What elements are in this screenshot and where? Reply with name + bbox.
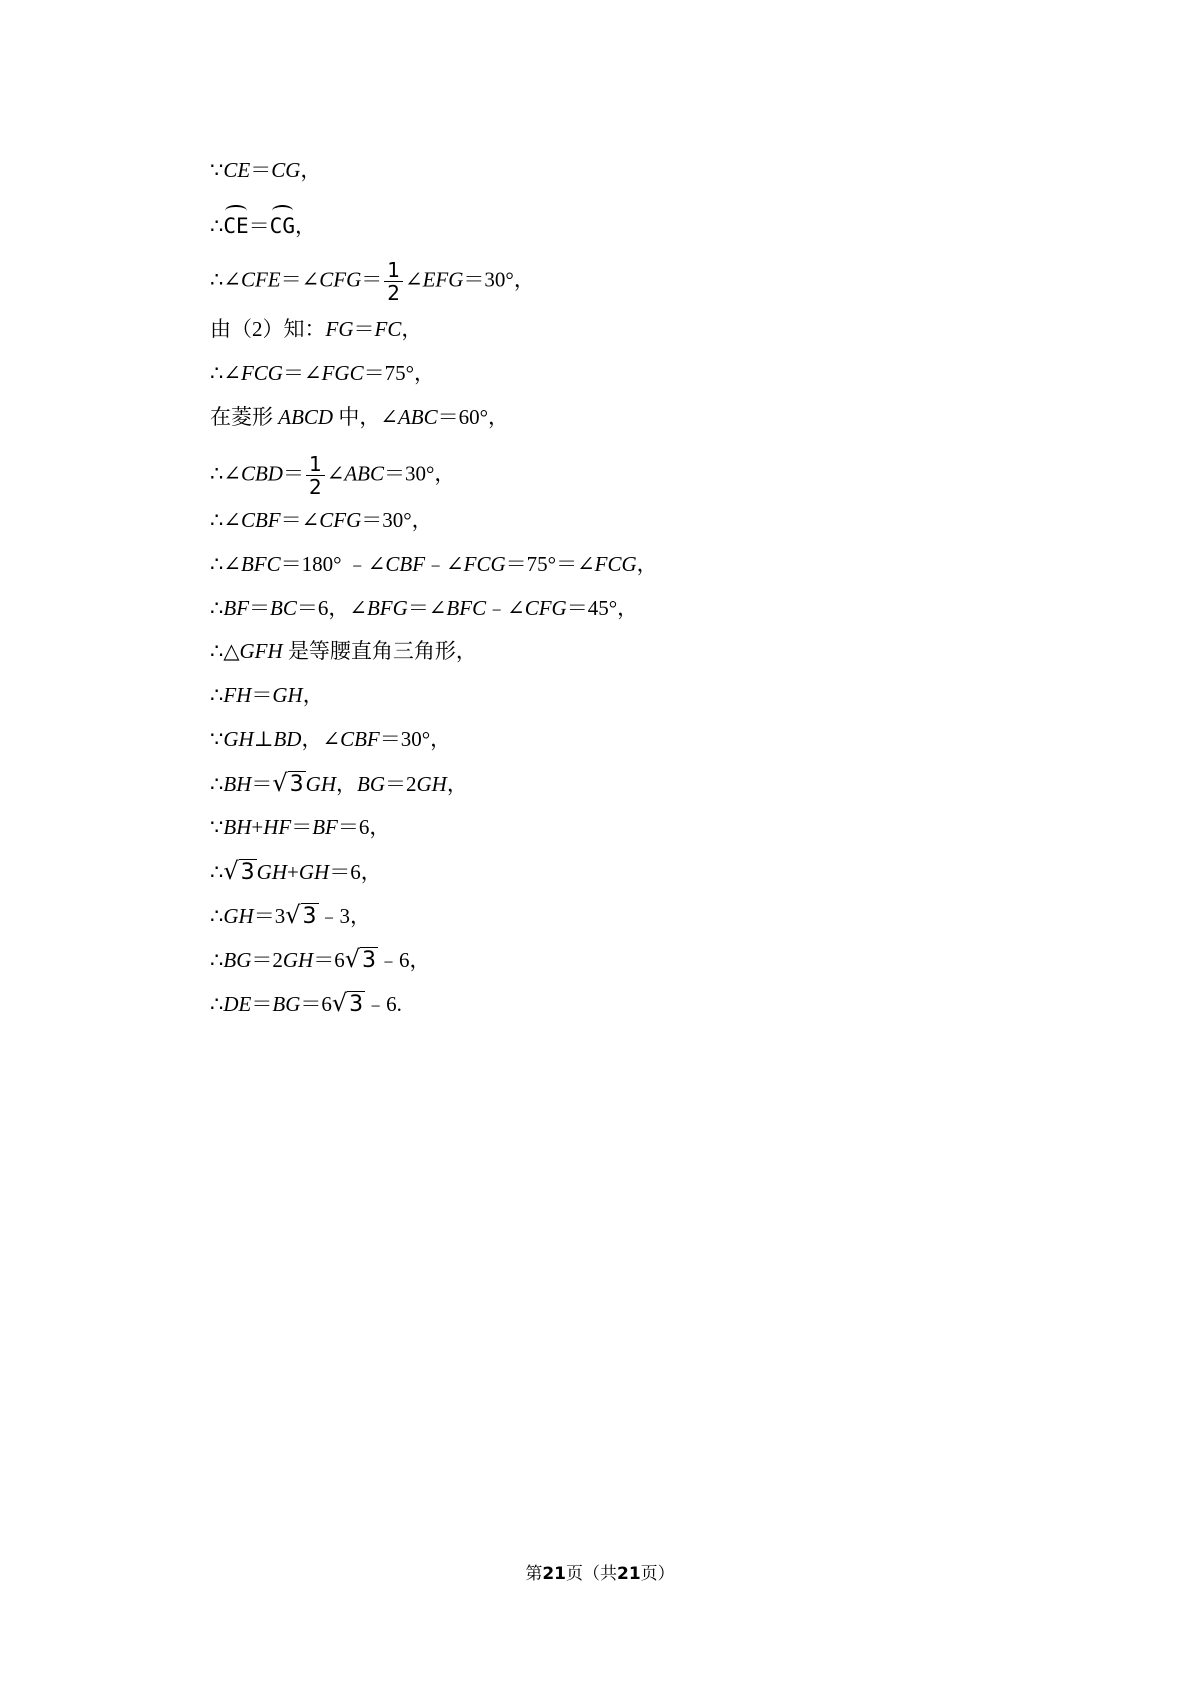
fraction-one-half — [384, 259, 403, 304]
math-var: BD — [273, 727, 302, 751]
proof-line-2 — [210, 205, 316, 241]
radicand: 3 — [362, 948, 377, 973]
sqrt-3 — [272, 768, 305, 800]
math-op: ＝ — [353, 317, 375, 341]
math-op: ＝∠ — [407, 596, 447, 620]
proof-line-14 — [210, 768, 468, 800]
math-var: GH — [223, 904, 254, 928]
math-var: ABC — [397, 405, 438, 429]
therefore-symbol: ∴ — [210, 214, 224, 238]
math-op: ， — [401, 317, 423, 341]
math-text: 由（2）知： — [210, 317, 326, 341]
fraction-denominator: 2 — [387, 281, 400, 305]
proof-line-5 — [210, 358, 435, 388]
radicand: 3 — [240, 860, 255, 885]
math-op: ∴∠ — [210, 461, 241, 486]
math-op: ＝3 — [253, 904, 286, 928]
math-op: ∴∠ — [210, 267, 241, 292]
math-op: ∴∠ — [210, 552, 241, 576]
math-var: CBF — [385, 552, 426, 576]
radicand: 3 — [349, 992, 364, 1017]
math-var: GH — [416, 772, 447, 796]
proof-line-7 — [210, 453, 455, 498]
math-op: + — [251, 815, 264, 839]
math-op: ∴ — [210, 992, 224, 1016]
footer-text: 页（共 — [566, 1564, 617, 1584]
math-op: ∴∠ — [210, 361, 241, 385]
math-op: ＝∠ — [282, 361, 322, 385]
math-var: CFG — [319, 508, 362, 532]
math-op: ＝ — [251, 683, 273, 707]
math-var: CG — [271, 158, 301, 182]
math-var: FH — [223, 683, 252, 707]
math-var: BH — [223, 815, 252, 839]
math-var: BFC — [446, 596, 487, 620]
proof-line-8 — [210, 505, 433, 535]
math-var: CBD — [240, 461, 283, 486]
math-var: FCG — [463, 552, 506, 576]
fraction-numerator: 1 — [384, 259, 403, 282]
page-footer — [0, 1559, 1200, 1584]
total-pages: 21 — [617, 1564, 641, 1584]
math-text: 中，∠ — [333, 405, 398, 429]
math-op: ，∠ — [301, 727, 341, 751]
math-op: ＝ — [248, 214, 270, 238]
math-op: ﹣6. — [365, 992, 402, 1016]
proof-line-1 — [210, 155, 321, 185]
math-var: CFG — [524, 596, 567, 620]
radicand: 3 — [302, 904, 317, 929]
radical-sign: √ — [344, 945, 361, 973]
math-op: ＝ — [251, 992, 273, 1016]
arc-ce: CE — [223, 205, 248, 241]
math-op: ＝ — [282, 461, 304, 486]
math-op: ， — [300, 158, 322, 182]
math-var: BC — [270, 596, 297, 620]
sqrt-3 — [285, 900, 318, 932]
proof-line-9 — [210, 549, 658, 579]
math-op: ＝30°， — [361, 508, 433, 532]
math-var: ABCD — [278, 405, 334, 429]
math-var: FGC — [321, 361, 364, 385]
math-var: CE — [223, 158, 251, 182]
math-op: ＝60°， — [437, 405, 510, 429]
math-var: CFG — [319, 267, 362, 292]
math-op: ＝2 — [385, 772, 417, 796]
math-op: ∴ — [210, 948, 224, 972]
math-op: ∴ — [210, 596, 224, 620]
math-op: ＝∠ — [280, 267, 320, 292]
math-var: FG — [325, 317, 354, 341]
math-op: ∴ — [210, 904, 224, 928]
because-symbol: ∵ — [210, 815, 224, 839]
math-var: FCG — [594, 552, 637, 576]
math-var: GH — [272, 683, 303, 707]
because-symbol: ∵ — [210, 158, 224, 182]
math-op: ＝ — [249, 596, 271, 620]
perpendicular-symbol: ⊥ — [253, 727, 274, 751]
radical-sign: √ — [285, 901, 301, 929]
proof-line-18 — [210, 944, 431, 976]
sqrt-3 — [345, 944, 378, 976]
math-text: 在菱形 — [210, 405, 279, 429]
radical-sign: √ — [272, 769, 288, 797]
math-op: ＝6 — [313, 948, 345, 972]
math-op: ∴△ — [210, 639, 240, 663]
math-op: ＝6，∠ — [296, 596, 367, 620]
math-op: ∴ — [210, 860, 224, 884]
math-op: ﹣∠ — [486, 596, 525, 620]
math-var: CBF — [240, 508, 281, 532]
page-number: 21 — [542, 1564, 566, 1584]
fraction-denominator: 2 — [308, 475, 322, 499]
math-var: GH — [256, 860, 288, 884]
math-var: BG — [357, 772, 386, 796]
math-op: ﹣3， — [318, 904, 372, 928]
proof-line-6 — [210, 402, 509, 432]
math-var: FCG — [240, 361, 283, 385]
sqrt-3 — [223, 856, 256, 888]
proof-line-16 — [210, 856, 382, 888]
math-var: EFG — [422, 267, 464, 292]
fraction-numerator: 1 — [306, 453, 325, 476]
proof-line-12 — [210, 680, 324, 710]
proof-line-11 — [210, 636, 477, 666]
math-op: ＝30°， — [379, 727, 452, 751]
math-op: ＝75°＝∠ — [505, 552, 595, 576]
math-op: ＝∠ — [280, 508, 320, 532]
footer-text: 第 — [525, 1564, 543, 1584]
math-op: ＝2 — [251, 948, 283, 972]
math-var: BF — [312, 815, 338, 839]
proof-line-15 — [210, 812, 390, 842]
math-var: CBF — [340, 727, 380, 751]
math-var: ABC — [344, 461, 384, 486]
arc-cg: CG — [270, 205, 295, 241]
radicand: 3 — [289, 772, 304, 797]
math-text: 是等腰直角三角形， — [282, 639, 477, 663]
math-op: ＝ — [250, 158, 272, 182]
math-op: ＝ — [361, 267, 383, 292]
math-op: ， — [302, 683, 324, 707]
proof-line-17 — [210, 900, 371, 932]
sqrt-3 — [332, 988, 365, 1020]
math-var: FC — [374, 317, 402, 341]
math-var: BF — [223, 596, 250, 620]
math-op: ＝45°， — [566, 596, 639, 620]
math-op: ＝75°， — [363, 361, 435, 385]
math-op: ∠ — [404, 267, 423, 292]
math-op: ， — [636, 552, 658, 576]
math-op: ﹣∠ — [425, 552, 464, 576]
math-var: GH — [282, 948, 314, 972]
math-var: HF — [263, 815, 292, 839]
math-var: BFG — [366, 596, 408, 620]
proof-line-13 — [210, 724, 451, 754]
math-op: ∴∠ — [210, 508, 241, 532]
proof-line-19 — [210, 988, 402, 1020]
math-op: ∴ — [210, 683, 224, 707]
radical-sign: √ — [223, 857, 239, 885]
math-var: BG — [272, 992, 301, 1016]
math-op: ， — [294, 214, 316, 238]
math-var: GH — [223, 727, 254, 751]
math-op: ∠ — [326, 461, 345, 486]
math-var: GFH — [239, 639, 283, 663]
proof-line-10 — [210, 593, 638, 623]
math-var: DE — [223, 992, 252, 1016]
fraction-one-half — [306, 453, 325, 498]
math-var: BH — [223, 772, 252, 796]
proof-line-3 — [210, 259, 535, 304]
math-op: ＝6， — [329, 860, 382, 884]
math-var: GH — [298, 860, 330, 884]
math-op: ＝30°， — [383, 461, 456, 486]
math-var: BFC — [240, 552, 281, 576]
math-var: BG — [223, 948, 252, 972]
math-op: ＝ — [251, 772, 273, 796]
math-op: ， — [446, 772, 468, 796]
math-op: ＝30°， — [463, 267, 535, 292]
math-var: CFE — [240, 267, 281, 292]
math-op: ＝6 — [300, 992, 332, 1016]
math-op: ＝ — [291, 815, 313, 839]
proof-line-4 — [210, 314, 422, 344]
because-symbol: ∵ — [210, 727, 224, 751]
math-op: ∴ — [210, 772, 224, 796]
radical-sign: √ — [331, 989, 348, 1017]
math-op: ﹣6， — [378, 948, 431, 972]
math-var: GH — [305, 772, 337, 796]
math-op: ， — [336, 772, 358, 796]
math-op: + — [287, 860, 299, 884]
math-op: ＝6， — [337, 815, 391, 839]
math-op: ＝180° ﹣∠ — [280, 552, 386, 576]
footer-text: 页） — [640, 1564, 675, 1584]
